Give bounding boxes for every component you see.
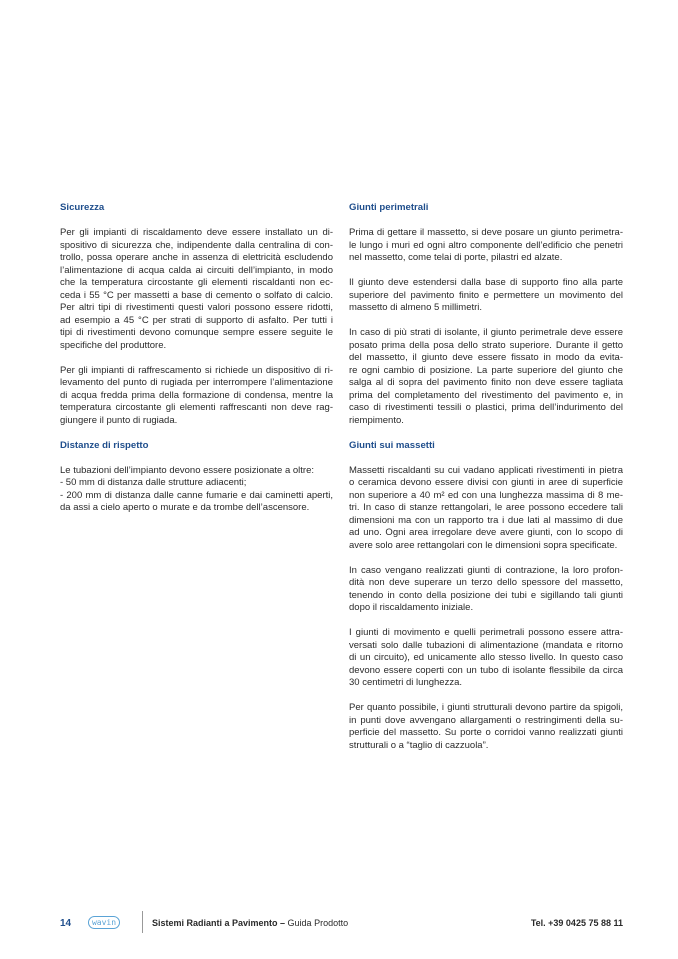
section-heading: Giunti perimetrali bbox=[349, 202, 429, 213]
footer-title bbox=[152, 918, 348, 928]
paragraph bbox=[349, 565, 623, 615]
paragraph bbox=[349, 702, 623, 752]
text-line: Per gli impianti di riscaldamento deve essere installato un di- bbox=[60, 227, 333, 238]
text-line: dimensioni ma con un rapporto tra i due lati al massimo di due bbox=[349, 514, 623, 526]
text-line: Il giunto deve estendersi dalla base di supporto fino alla parte bbox=[349, 277, 623, 288]
section-heading: Sicurezza bbox=[60, 202, 105, 213]
footer-divider bbox=[142, 911, 143, 933]
text-line: prima del completamento del rivestimento del pavimento e, in bbox=[349, 389, 623, 401]
text-line: Le tubazioni dell’impianto devono essere posizionate a oltre: bbox=[60, 464, 315, 476]
section-heading: Giunti sui massetti bbox=[349, 439, 435, 451]
text-line: posato prima della posa dello strato superiore. Durante il getto bbox=[349, 339, 623, 351]
text-line: In caso di più strati di isolante, il giunto perimetrale deve essere bbox=[349, 327, 623, 338]
text-line: - 50 mm di distanza dalle strutture adiacenti; bbox=[60, 477, 247, 488]
text-line: tenendo in conto della posizione dei tubi e sigillando tali giunti bbox=[349, 589, 623, 601]
page-number: 14 bbox=[60, 918, 72, 929]
text-line: strutturali o a “taglio di cazzuola”. bbox=[349, 739, 489, 751]
text-line: nel massetto, come telai di porte, pilastri ed alzate. bbox=[349, 252, 563, 263]
page-footer bbox=[60, 915, 623, 933]
text-line: o ceramica devono essere divisi con giunti in aree di superficie bbox=[349, 477, 623, 488]
text-line: Per altri tipi di rivestimenti questi valori possono essere ridotti, bbox=[60, 302, 333, 313]
paragraph bbox=[349, 627, 623, 690]
text-line: versati solo dalle tubazioni di alimentazione (mandata e ritorno bbox=[349, 639, 623, 651]
left-column bbox=[60, 202, 333, 527]
text-line: Per gli impianti di raffrescamento si richiede un dispositivo di ri- bbox=[60, 364, 333, 376]
text-line: l’alimentazione di acqua calda ai circuiti dell’impianto, in modo bbox=[60, 264, 333, 276]
text-line: che la temperatura circostante gli elementi riscaldanti non ec- bbox=[60, 277, 333, 288]
text-line: di acqua fredda prima della formazione di condensa, mentre la bbox=[60, 389, 333, 401]
text-line: ad uno. Ogni area irregolare deve avere giunti, con lo scopo di bbox=[349, 527, 623, 538]
paragraph bbox=[60, 227, 333, 352]
text-line: ad esempio a 45 °C per strati di supporto di asfalto. Per tutti i bbox=[60, 314, 333, 326]
text-line: non superiore a 40 m² ed con una lunghezza massima di 8 me- bbox=[349, 489, 623, 501]
text-line: caso di rivestimenti tessili o plastici, prima dell’indurimento del bbox=[349, 402, 623, 413]
text-line: Prima di gettare il massetto, si deve posare un giunto perimetra- bbox=[349, 227, 623, 238]
paragraph bbox=[349, 327, 623, 427]
text-line: dopo il riscaldamento iniziale. bbox=[349, 602, 474, 613]
footer-phone: Tel. +39 0425 75 88 11 bbox=[530, 918, 623, 928]
text-line: 30 centimetri di lunghezza. bbox=[349, 677, 463, 688]
right-column bbox=[349, 202, 623, 765]
text-line: dità non deve superare un terzo dello spessore del massetto, bbox=[349, 577, 623, 588]
text-line: re ogni cambio di posizione. La parte superiore del giunto che bbox=[349, 364, 623, 376]
text-line: devono essere coperti con un tubo di isolante flessibile da circa bbox=[349, 664, 623, 676]
text-line: trollo, possa operare anche in assenza di elettricità escludendo bbox=[60, 252, 333, 263]
paragraph bbox=[60, 365, 333, 428]
text-line: giungere il punto di rugiada. bbox=[60, 414, 178, 426]
text-line: superiore del pavimento finito e permettere un movimento del bbox=[349, 289, 623, 301]
paragraph bbox=[349, 227, 623, 265]
text-line: spositivo di sicurezza che, indipendente dalla centralina di con- bbox=[60, 239, 333, 251]
text-line: perficie del massetto. Su porte o corridoi vanno realizzati giunti bbox=[349, 727, 623, 738]
footer-title-regular: Guida Prodotto bbox=[285, 918, 349, 928]
paragraph bbox=[349, 465, 623, 553]
text-line: del massetto, il giunto deve essere fissato in modo da evita- bbox=[349, 352, 623, 363]
paragraph bbox=[349, 277, 623, 315]
text-line: tipi di rivestimenti devono comunque sempre essere seguite le bbox=[60, 327, 333, 338]
text-line: - 200 mm di distanza dalle canne fumarie e dai caminetti aperti, bbox=[60, 489, 333, 501]
text-line: salga al di sopra del pavimento finito non deve essere tagliata bbox=[349, 377, 623, 388]
text-line: temperatura circostante gli elementi raffrescanti non deve rag- bbox=[60, 402, 333, 413]
text-line: Per quanto possibile, i giunti strutturali devono partire da spigoli, bbox=[349, 702, 623, 713]
text-line: Massetti riscaldanti su cui vadano applicati rivestimenti in pietra bbox=[349, 464, 623, 476]
text-line: da assi a cielo aperto o murate e da trombe dell’ascensore. bbox=[60, 502, 310, 513]
text-line: massetto di almeno 5 millimetri. bbox=[349, 302, 483, 313]
text-line: tri. In caso di stanze rettangolari, le aree possono eccedere tali bbox=[349, 502, 623, 513]
section-heading: Distanze di rispetto bbox=[60, 439, 149, 451]
text-line: le lungo i muri ed ogni altro componente dell’edificio che penetri bbox=[349, 239, 623, 251]
text-line: avere solo aree rettangolari con le dimensioni sopra specificate. bbox=[349, 539, 618, 551]
text-line: ceda i 55 °C per massetti a base di cemento o solfato di calcio. bbox=[60, 289, 333, 301]
text-line: In caso vengano realizzati giunti di contrazione, la loro profon- bbox=[349, 564, 623, 576]
text-line: in punti dove avvengano allargamenti o restringimenti della su- bbox=[349, 714, 623, 726]
footer-title-bold: Sistemi Radianti a Pavimento – bbox=[152, 918, 286, 928]
text-line: riempimento. bbox=[349, 414, 404, 426]
paragraph bbox=[60, 465, 333, 515]
text-line: levamento del punto di rugiada per interrompere l’alimentazione bbox=[60, 377, 333, 388]
text-line: specifiche del produttore. bbox=[60, 339, 167, 351]
wavin-logo: wavin bbox=[88, 916, 120, 929]
text-line: di un circuito), ed unicamente allo stesso livello. In questo caso bbox=[349, 652, 623, 663]
text-line: I giunti di movimento e quelli perimetrali possono essere attra- bbox=[349, 627, 623, 638]
